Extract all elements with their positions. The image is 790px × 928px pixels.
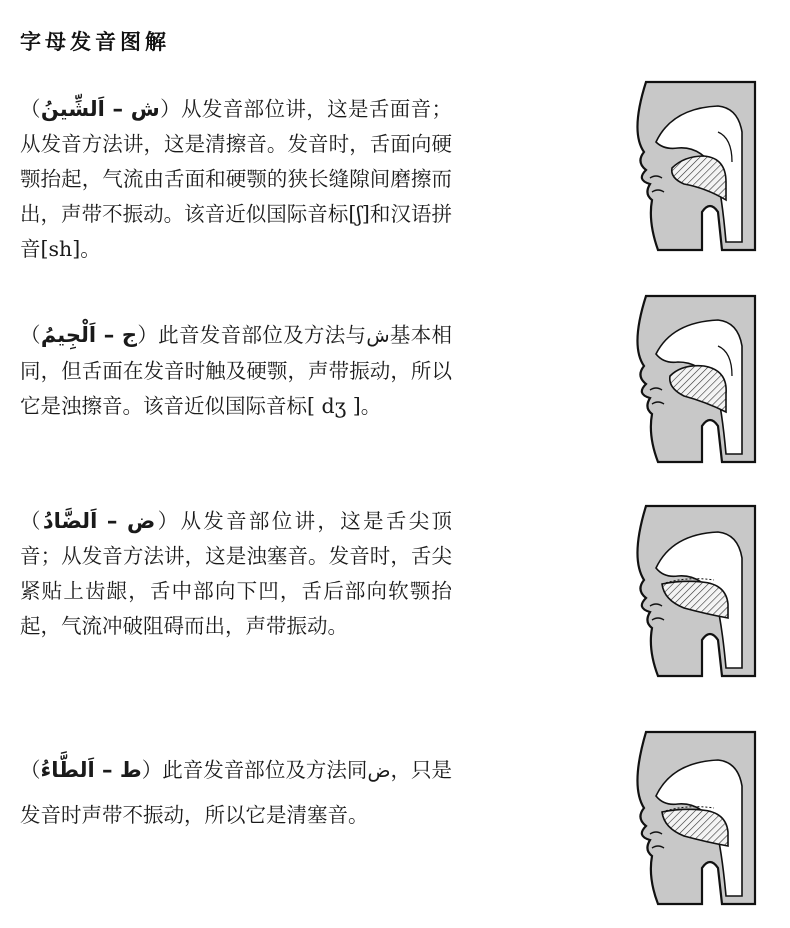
description-text-continued: 基本相同，但舌面在发音时触及硬颚，声带振动，所以它是浊擦音。该音近似国际音标[ dʒ ]。 bbox=[20, 323, 453, 418]
mouth-articulation-diagram-icon bbox=[622, 500, 760, 680]
diagram-daad bbox=[622, 500, 760, 680]
head-open-paren: （ bbox=[20, 509, 43, 533]
inline-arabic-letter: ش bbox=[366, 325, 390, 347]
head-open-paren: （ bbox=[20, 323, 41, 347]
mouth-articulation-diagram-icon bbox=[622, 72, 760, 254]
head-open-paren: （ bbox=[20, 758, 41, 782]
entry-daad bbox=[20, 504, 452, 644]
head-close-paren: ） bbox=[137, 323, 159, 347]
head-close-paren: ） bbox=[141, 758, 163, 782]
description-text: 此音发音部位及方法与 bbox=[158, 323, 367, 347]
description-text: 此音发音部位及方法同 bbox=[162, 758, 368, 782]
entry-sheen bbox=[20, 92, 452, 267]
description-text-continued: ，只是发音时声带不振动，所以它是清塞音。 bbox=[20, 758, 453, 827]
head-close-paren: ） bbox=[155, 509, 181, 533]
head-open-paren: （ bbox=[20, 97, 41, 121]
arabic-letter-heading: ض – اَلضَّادُ bbox=[42, 509, 156, 533]
diagram-jeem bbox=[622, 290, 760, 466]
entry-paragraph bbox=[20, 92, 452, 267]
mouth-articulation-diagram-icon bbox=[622, 290, 760, 466]
entry-paragraph bbox=[20, 504, 452, 644]
arabic-letter-heading: ط – اَلطَّاءُ bbox=[40, 758, 142, 782]
arabic-letter-heading: ج – اَلْجِيمُ bbox=[40, 323, 137, 347]
diagram-taa bbox=[622, 728, 760, 908]
entry-paragraph bbox=[20, 748, 452, 837]
head-close-paren: ） bbox=[159, 97, 181, 121]
page-title: 字母发音图解 bbox=[20, 30, 170, 54]
inline-arabic-letter: ض bbox=[367, 760, 391, 782]
mouth-articulation-diagram-icon bbox=[622, 728, 760, 908]
entry-paragraph bbox=[20, 318, 452, 424]
description-text: 从发音部位讲，这是舌尖顶音；从发音方法讲，这是浊塞音。发音时，舌尖紧贴上齿龈，舌中部向下凹，舌后部向软颚抬起，气流冲破阻碍而出，声带振动。 bbox=[20, 509, 453, 638]
diagram-sheen bbox=[622, 72, 760, 254]
description-text: 从发音部位讲，这是舌面音；从发音方法讲，这是清擦音。发音时，舌面向硬颚抬起，气流由舌面和硬颚的狭长缝隙间磨擦而出，声带不振动。该音近似国际音标[ʃ]和汉语拼音[sh]。 bbox=[20, 97, 453, 261]
arabic-letter-heading: ش – اَلشِّينُ bbox=[40, 97, 160, 121]
entry-jeem bbox=[20, 318, 452, 424]
entry-taa bbox=[20, 748, 452, 837]
